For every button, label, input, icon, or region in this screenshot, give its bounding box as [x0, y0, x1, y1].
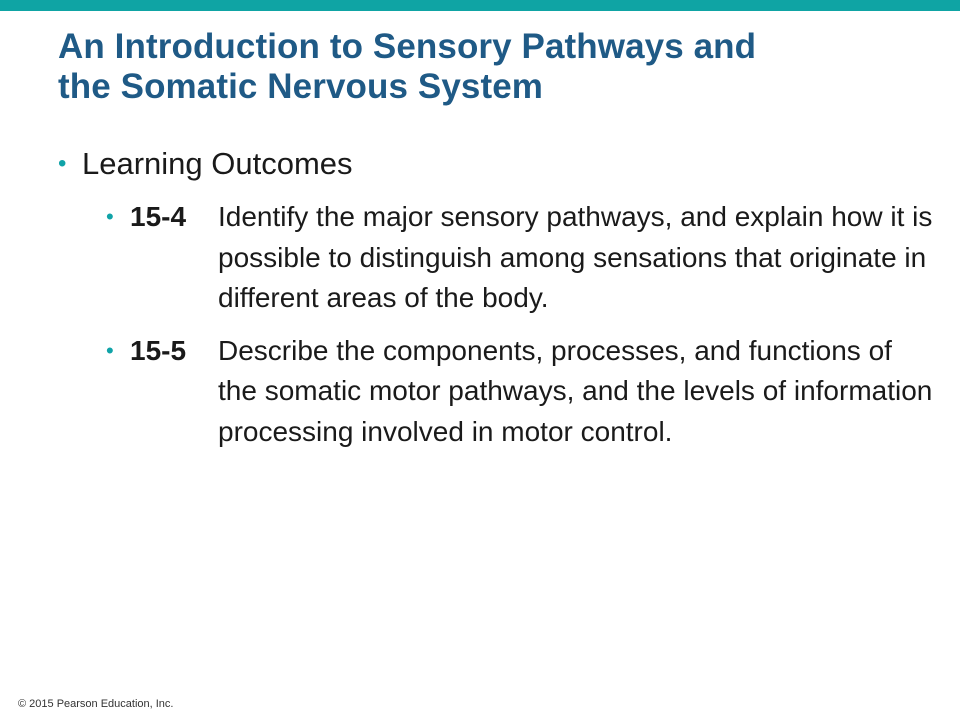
learning-outcomes-heading: [58, 144, 938, 184]
outcome-code: 15-5: [130, 334, 187, 366]
outcome-description: Identify the major sensory pathways, and explain how it is possible to distinguish among sensations that originate in different areas of the body.: [218, 201, 933, 313]
slide-title: [58, 27, 918, 107]
copyright-footer: © 2015 Pearson Education, Inc.: [18, 698, 174, 710]
outcome-item-15-5: [106, 331, 938, 453]
bullet-icon: •: [58, 150, 67, 177]
bullet-icon: •: [106, 337, 114, 363]
top-accent-bar: [0, 0, 960, 11]
slide-body: [58, 144, 938, 452]
outcome-description: Describe the components, processes, and functions of the somatic motor pathways, and the levels of information processing involved in motor control.: [218, 334, 933, 447]
slide-title-line-2: the Somatic Nervous System: [58, 67, 543, 106]
outcome-item-15-4: [106, 197, 938, 319]
outcome-code: 15-4: [130, 201, 187, 232]
slide-title-line-1: An Introduction to Sensory Pathways and: [58, 27, 757, 66]
learning-outcomes-label: Learning Outcomes: [82, 146, 353, 181]
bullet-icon: •: [106, 204, 114, 229]
